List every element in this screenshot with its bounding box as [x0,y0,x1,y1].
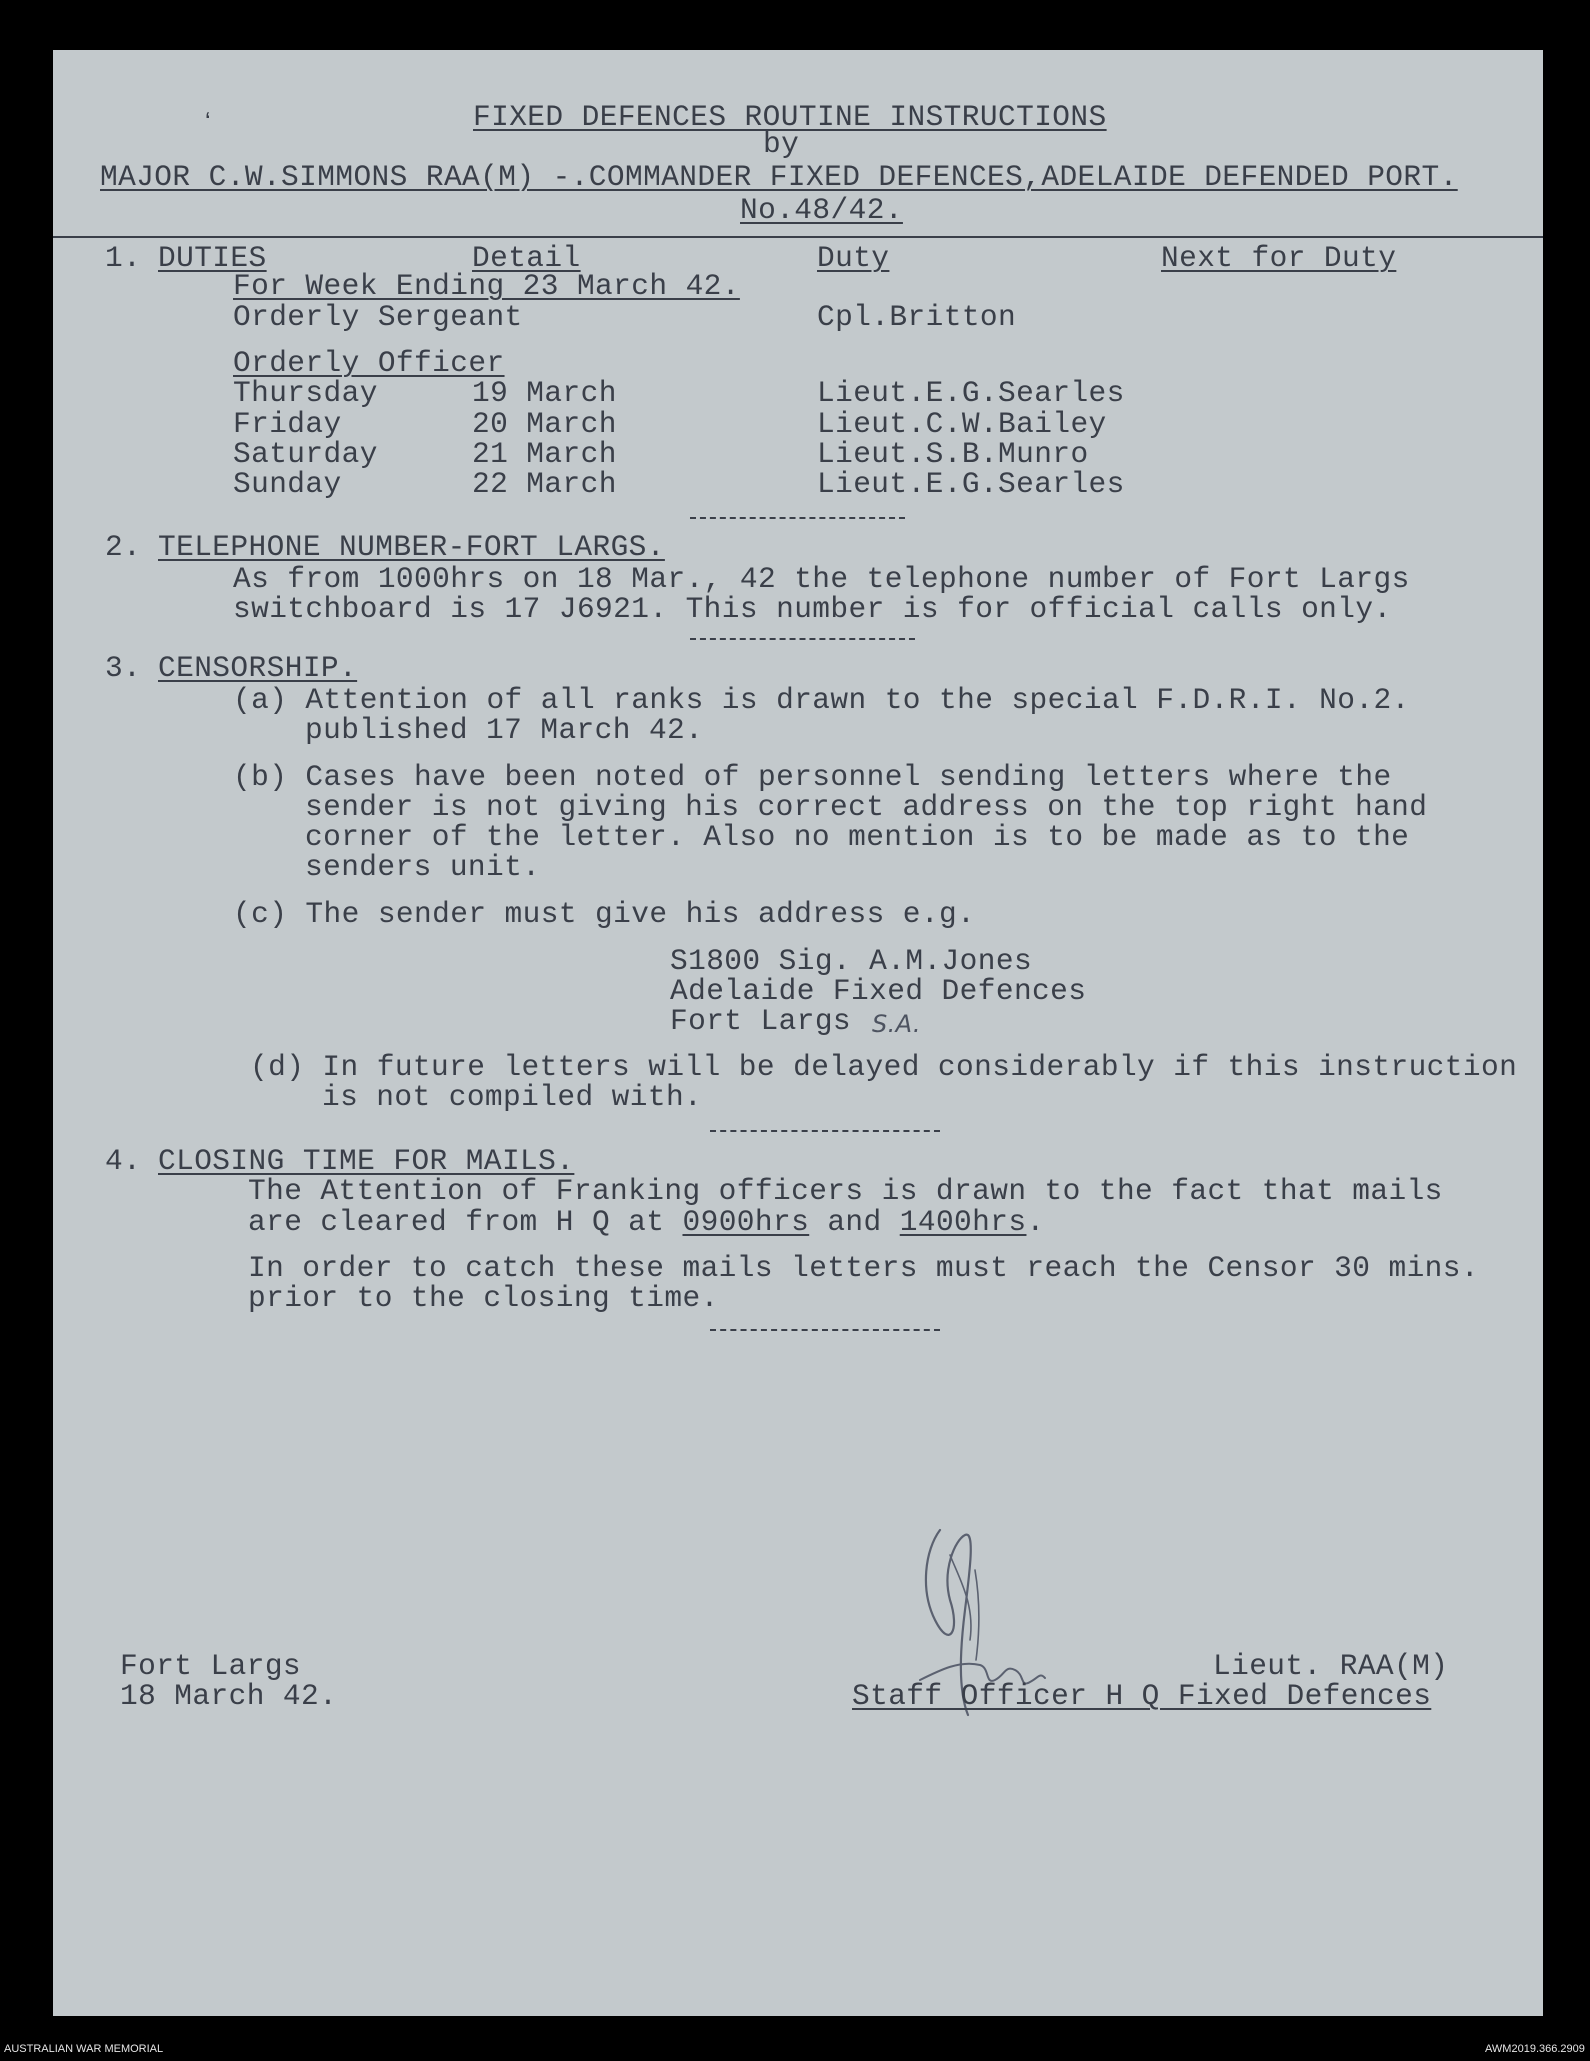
censorship-b-line-1: (b) Cases have been noted of personnel sending letters where the [233,760,1392,794]
col-next-header: Next for Duty [1161,241,1397,275]
duty-day: Sunday [233,467,342,501]
mails-paragraph-2-line-2: prior to the closing time. [248,1281,719,1315]
duty-day: Friday [233,407,342,441]
signoff-rank: Lieut. RAA(M) [1213,1649,1449,1683]
telephone-line-1: As from 1000hrs on 18 Mar., 42 the telephone number of Fort Largs [233,562,1410,596]
signoff-place: Fort Largs [120,1649,302,1683]
censorship-b-line-3: corner of the letter. Also no mention is to be made as to the [305,820,1410,854]
censorship-d-line-1: (d) In future letters will be delayed considerably if this instruction [250,1050,1518,1084]
duty-day: Saturday [233,437,378,471]
section1-number: 1. [105,241,142,275]
section-divider [710,1130,940,1132]
section-divider [710,1329,940,1331]
address-example-line-1: S1800 Sig. A.M.Jones [670,944,1033,978]
duty-officer: Lieut.S.B.Munro [817,437,1089,471]
telephone-line-2: switchboard is 17 J6921. This number is for official calls only. [233,592,1392,626]
mails-paragraph-1-line-1: The Attention of Franking officers is drawn to the fact that mails [248,1174,1443,1208]
censorship-b-line-2: sender is not giving his correct address on the top right hand [305,790,1428,824]
section3-number: 3. [105,651,142,685]
mails-text: are cleared from H Q at [248,1205,683,1239]
section4-heading: CLOSING TIME FOR MAILS. [158,1144,575,1178]
header-divider [53,236,1543,238]
mails-text: . [1026,1205,1045,1239]
stray-mark: ʻ [200,109,217,139]
header-by: by [763,127,800,161]
duty-date: 20 March [472,407,617,441]
address-example-line-3: Fort Largs [670,1004,852,1038]
footer-credit: AUSTRALIAN WAR MEMORIAL [4,2043,164,2055]
duty-officer: Lieut.E.G.Searles [817,376,1125,410]
duty-officer: Lieut.C.W.Bailey [817,407,1107,441]
duty-officer: Lieut.E.G.Searles [817,467,1125,501]
col-detail-header: Detail [472,241,581,275]
censorship-a-line-2: published 17 March 42. [305,713,704,747]
orderly-officer-label: Orderly Officer [233,346,505,380]
section-divider [690,517,905,519]
duty-date: 19 March [472,376,617,410]
section-divider [690,638,915,640]
censorship-c-line-1: (c) The sender must give his address e.g. [233,897,976,931]
clearance-time-2: 1400hrs [899,1205,1027,1239]
orderly-sergeant-name: Cpl.Britton [817,300,1017,334]
duty-day: Thursday [233,376,378,410]
issuer-line: MAJOR C.W.SIMMONS RAA(M) -.COMMANDER FIXED DEFENCES,ADELAIDE DEFENDED PORT. [100,160,1458,194]
mails-paragraph-2-line-1: In order to catch these mails letters must reach the Censor 30 mins. [248,1251,1479,1285]
document-title: FIXED DEFENCES ROUTINE INSTRUCTIONS [473,100,1107,134]
week-ending: For Week Ending 23 March 42. [233,269,740,303]
signoff-date: 18 March 42. [120,1679,338,1713]
mails-paragraph-1-line-2 [248,1206,1045,1238]
section1-heading: DUTIES [158,241,267,275]
signoff-role: Staff Officer H Q Fixed Defences [852,1679,1432,1713]
mails-text: and [809,1205,900,1239]
address-example-line-2: Adelaide Fixed Defences [670,974,1087,1008]
section3-heading: CENSORSHIP. [158,651,358,685]
section4-number: 4. [105,1144,142,1178]
duty-date: 21 March [472,437,617,471]
section2-heading: TELEPHONE NUMBER-FORT LARGS. [158,530,665,564]
handwritten-state: S.A. [872,1010,921,1038]
censorship-a-line-1: (a) Attention of all ranks is drawn to the special F.D.R.I. No.2. [233,683,1410,717]
duty-date: 22 March [472,467,617,501]
clearance-time-1: 0900hrs [682,1205,810,1239]
censorship-b-line-4: senders unit. [305,850,541,884]
orderly-sergeant-label: Orderly Sergeant [233,300,523,334]
instruction-number: No.48/42. [740,193,903,227]
section2-number: 2. [105,530,142,564]
footer-reference: AWM2019.366.2909 [1485,2043,1585,2055]
col-duty-header: Duty [817,241,890,275]
censorship-d-line-2: is not compiled with. [322,1080,703,1114]
